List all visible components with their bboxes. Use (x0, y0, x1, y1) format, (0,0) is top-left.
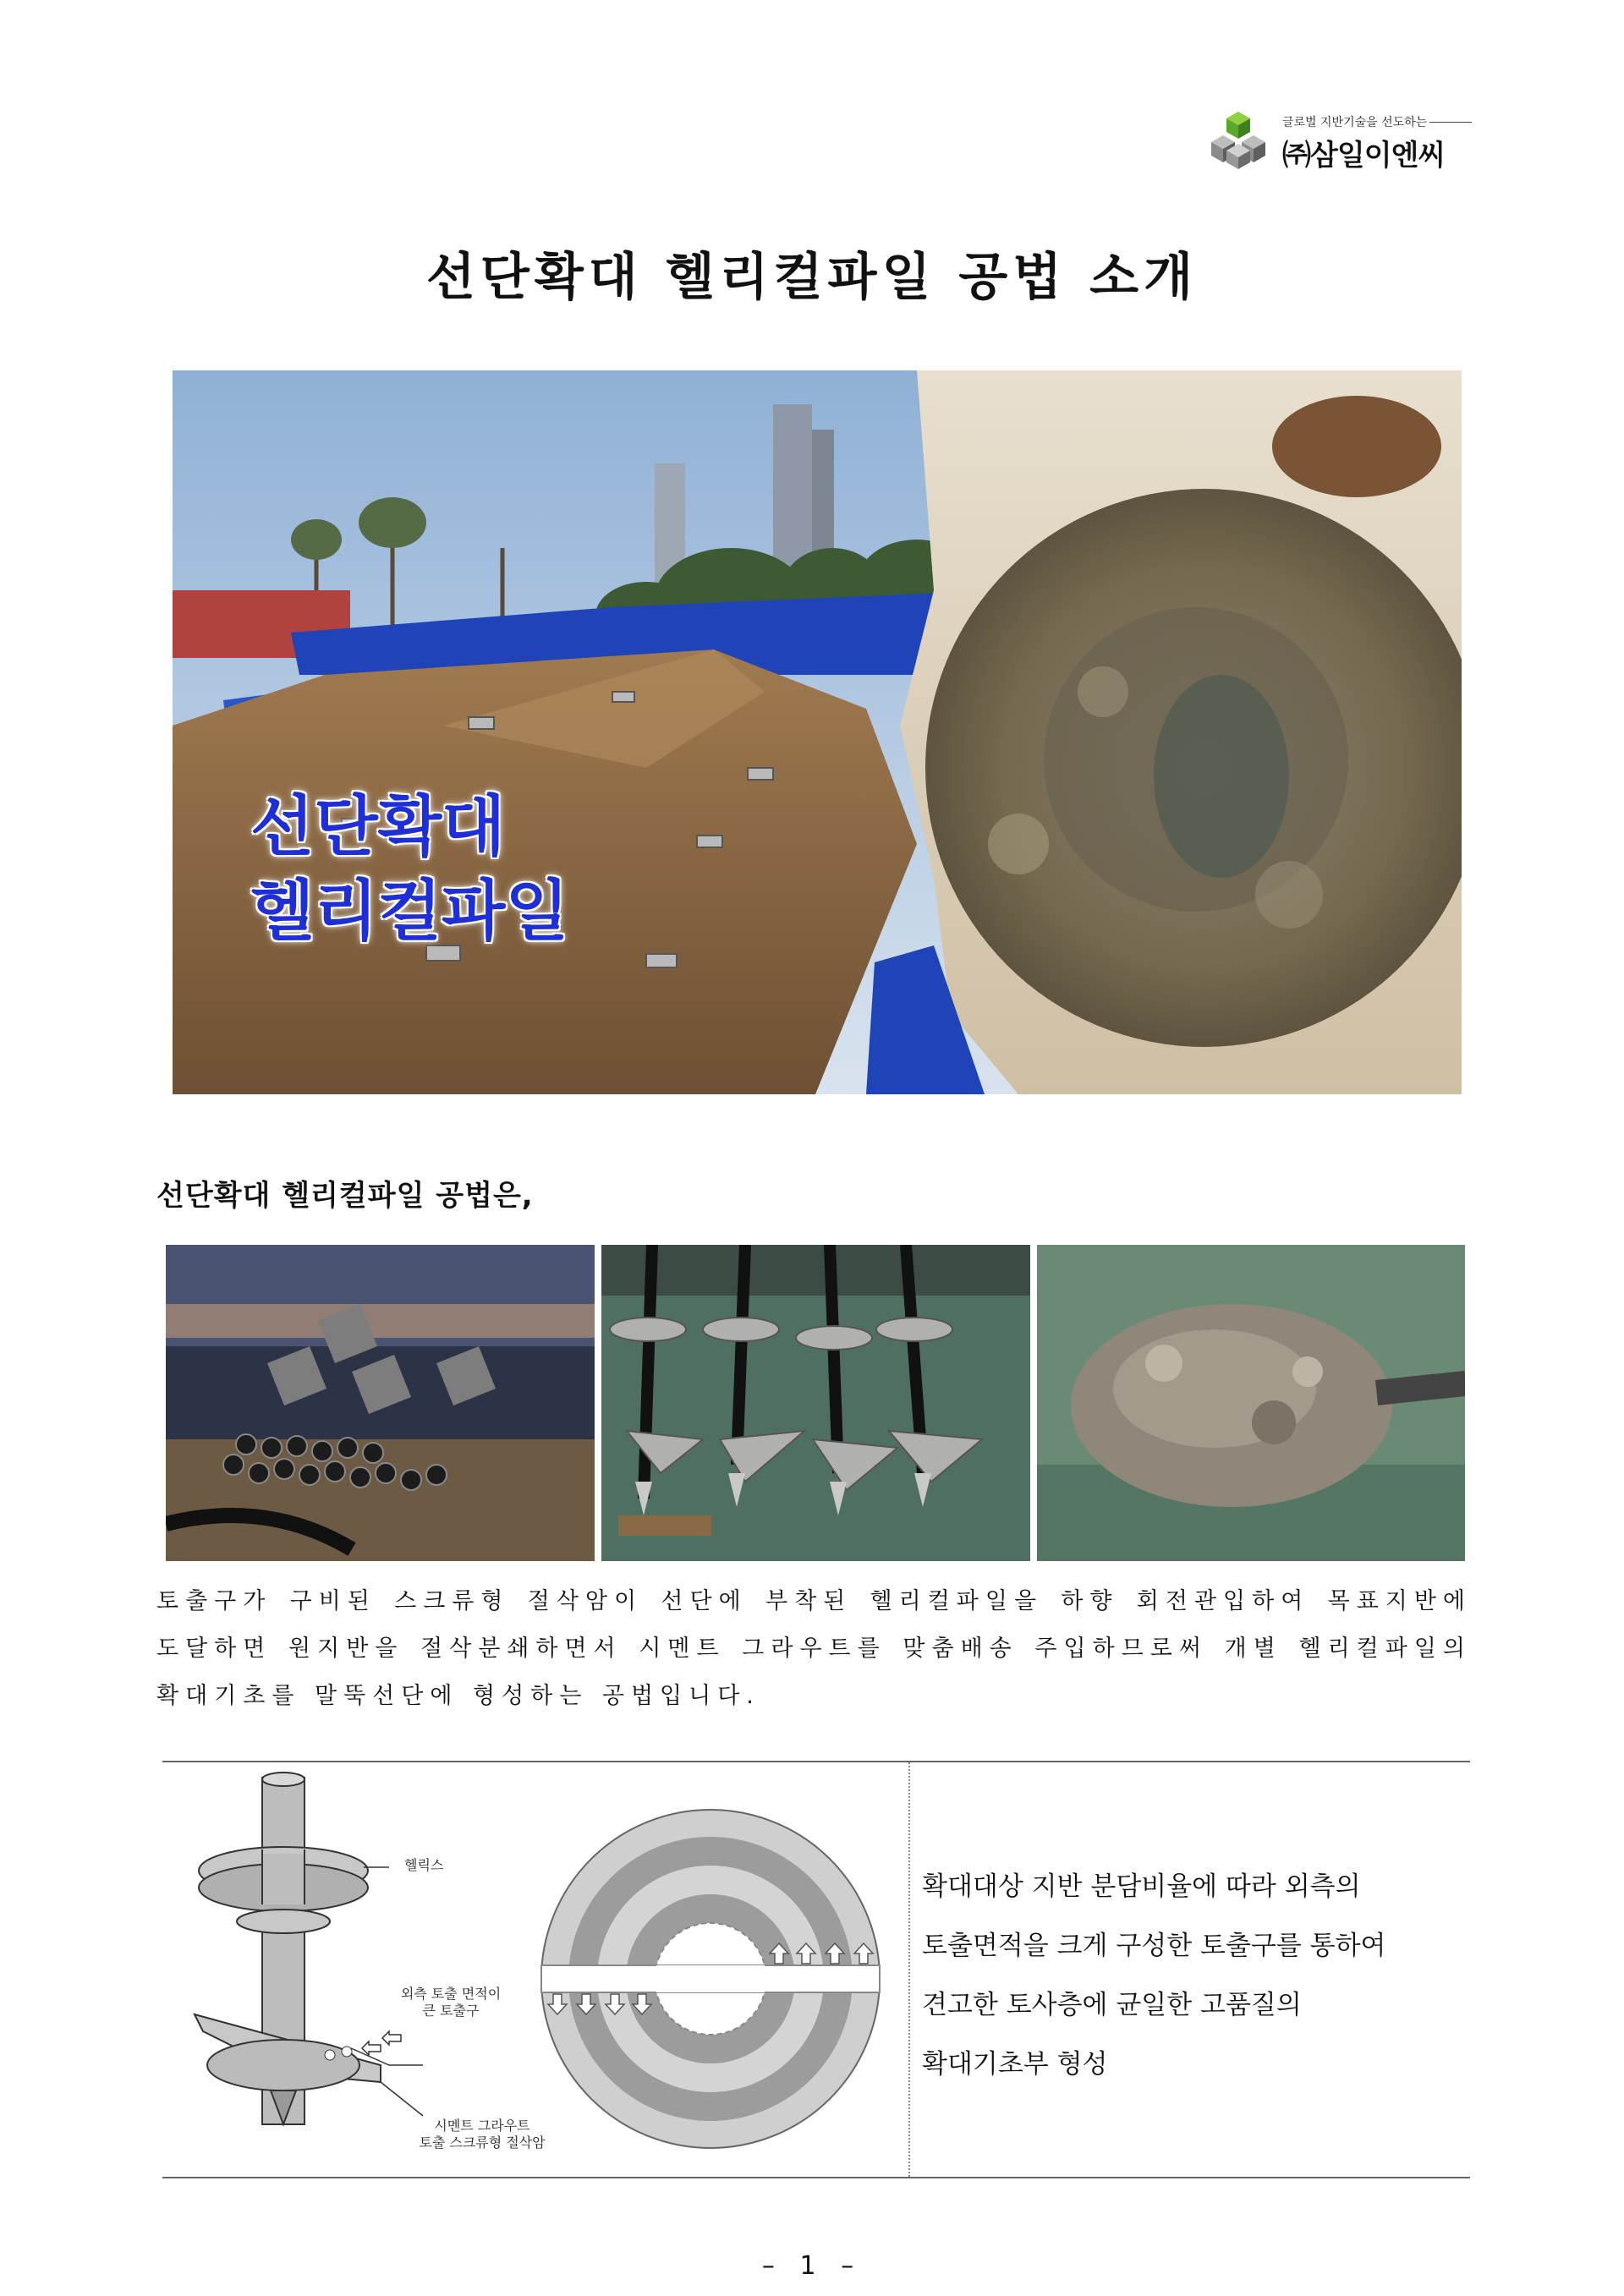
helical-pile-diagram (169, 1769, 897, 2172)
pile-stack-photo (166, 1245, 595, 1561)
hero-photo (173, 370, 1462, 1094)
table-bottom-rule (162, 2177, 1470, 2178)
hero-caption (250, 785, 569, 954)
side-text-line3: 견고한 토사층에 균일한 고품질의 (922, 1990, 1302, 2020)
label-helix: 헬릭스 (404, 1857, 444, 1873)
side-text-line4: 확대기초부 형성 (922, 2049, 1108, 2080)
cube-logo-icon (1208, 110, 1269, 171)
label-outlet-line1: 외측 토출 면적이 (400, 1986, 502, 2002)
page-title: 선단확대 헬리컬파일 공법 소개 (425, 248, 1199, 307)
hero-caption-line2: 헬리컬파일 (250, 874, 569, 950)
company-tagline: 글로벌 지반기술을 선도하는 (1282, 116, 1428, 129)
photo-helix-tips (601, 1245, 1030, 1561)
grout-bulb-photo (1037, 1245, 1465, 1561)
pile-diagram-drawing (169, 1769, 897, 2172)
diagram-side-text (922, 1857, 1463, 2094)
section-heading: 선단확대 헬리컬파일 공법은, (156, 1179, 534, 1213)
table-top-rule (162, 1761, 1470, 1762)
photo-pile-stack (166, 1245, 595, 1561)
table-divider (908, 1762, 910, 2177)
photo-grout-bulb (1037, 1245, 1465, 1561)
page-number: – 1 – (761, 2251, 863, 2281)
label-cutter-line1: 시멘트 그라우트 (434, 2118, 530, 2134)
company-logo (1208, 110, 1479, 171)
label-cutter (398, 2118, 567, 2151)
hero-caption-line1: 선단확대 (250, 789, 506, 865)
description-paragraph: 토출구가 구비된 스크류형 절삭암이 선단에 부착된 헬리컬파일을 하향 회전관입하여 목표지반에 도달하면 원지반을 절삭분쇄하면서 시멘트 그라우트를 맞춤배송 주입하므로써 개별 헬리컬파일의 확대기초를 말뚝선단에 형성하는 공법입니다. (156, 1588, 1472, 1709)
tagline-rule (1429, 122, 1472, 123)
company-name: ㈜삼일이엔씨 (1282, 139, 1446, 173)
label-cutter-line2: 토출 스크류형 절삭암 (419, 2134, 546, 2151)
side-text-line1: 확대대상 지반 분담비율에 따라 외측의 (922, 1871, 1361, 1902)
construction-site-photo (173, 370, 1462, 1094)
label-outlet-line2: 큰 토출구 (422, 2003, 480, 2019)
label-outlet (379, 1986, 523, 2019)
helix-tips-photo (601, 1245, 1030, 1561)
side-text-line2: 토출면적을 크게 구성한 토출구를 통하여 (922, 1931, 1386, 1961)
